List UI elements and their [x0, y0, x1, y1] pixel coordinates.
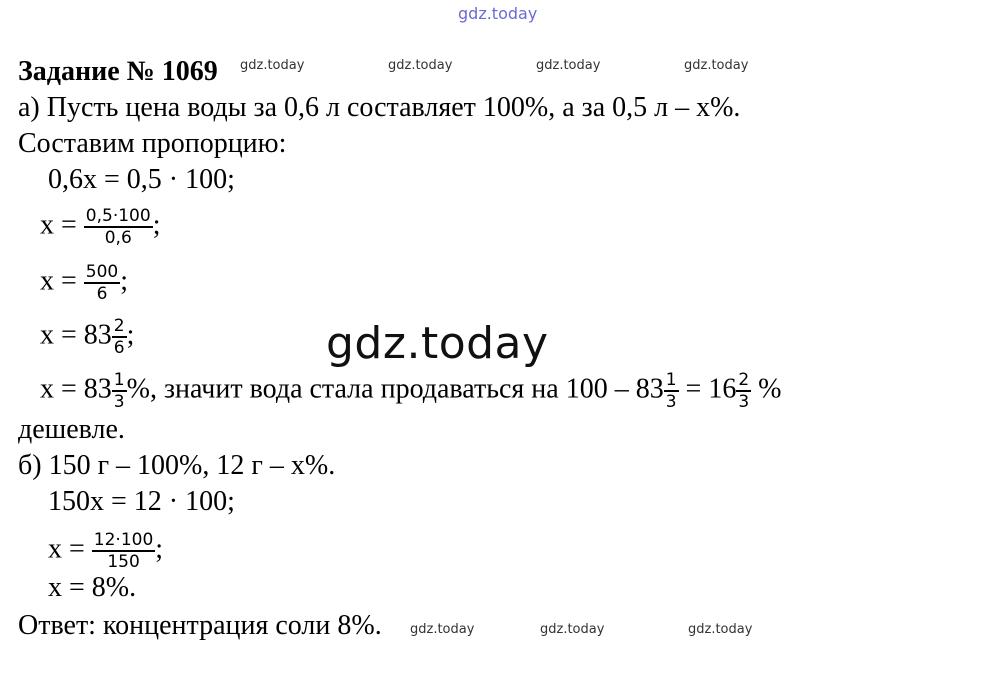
- task-title: Задание № 1069: [18, 56, 218, 87]
- fraction-denominator: 3: [738, 392, 750, 412]
- fraction-denominator: 6: [96, 284, 108, 304]
- watermark-title-1: gdz.today: [240, 58, 305, 73]
- eq5-equals: = 16: [678, 373, 737, 405]
- fraction-denominator: 6: [113, 338, 125, 358]
- watermark-bottom-2: gdz.today: [540, 622, 605, 637]
- fraction-denominator: 3: [665, 392, 677, 412]
- b-eq2-lhs: х =: [48, 533, 92, 565]
- fraction: [736, 370, 751, 412]
- fraction: [92, 530, 155, 572]
- fraction-numerator: 1: [113, 370, 125, 390]
- fraction-numerator: 500: [85, 262, 119, 282]
- part-a-proportion-label: Составим пропорцию:: [18, 128, 287, 159]
- eq2-lhs: х =: [40, 209, 84, 241]
- answer-text: Ответ: концентрация соли 8%.: [18, 610, 382, 641]
- fraction: [112, 316, 127, 358]
- eq4-end: ;: [126, 319, 135, 351]
- eq4-lhs: х = 83: [40, 319, 112, 351]
- fraction: [112, 370, 127, 412]
- part-b-equation-3: х = 8%.: [48, 572, 137, 603]
- part-a-intro: а) Пусть цена воды за 0,6 л составляет 100%, а за 0,5 л – х%.: [18, 92, 741, 123]
- fraction-numerator: 0,5·100: [85, 206, 151, 226]
- part-b-equation-1: 150х = 12 · 100;: [48, 486, 235, 517]
- watermark-title-3: gdz.today: [536, 58, 601, 73]
- fraction: [664, 370, 679, 412]
- eq5-end: %: [751, 373, 782, 405]
- part-a-cheaper: дешевле.: [18, 414, 125, 445]
- eq5-mid: %, значит вода стала продаваться на 100 – 83: [126, 373, 664, 405]
- watermark-bottom-3: gdz.today: [688, 622, 753, 637]
- fraction-denominator: 150: [107, 552, 140, 572]
- eq2-end: ;: [152, 209, 161, 241]
- eq5-lhs: х = 83: [40, 373, 112, 405]
- fraction: [84, 262, 120, 304]
- watermark-bottom-1: gdz.today: [410, 622, 475, 637]
- part-a-equation-3: [40, 262, 128, 304]
- fraction-denominator: 0,6: [104, 228, 132, 248]
- b-eq2-end: ;: [155, 533, 164, 565]
- watermark-center: gdz.today: [326, 318, 549, 369]
- part-b-equation-2: [48, 530, 163, 572]
- watermark-title-4: gdz.today: [684, 58, 749, 73]
- part-a-equation-5: [40, 370, 782, 412]
- watermark-top: gdz.today: [458, 4, 538, 23]
- fraction: [84, 206, 153, 248]
- part-a-equation-2: [40, 206, 160, 248]
- part-a-equation-1: 0,6х = 0,5 · 100;: [48, 164, 235, 195]
- fraction-numerator: 2: [113, 316, 125, 336]
- eq3-lhs: х =: [40, 265, 84, 297]
- part-a-equation-4: [40, 316, 134, 358]
- fraction-numerator: 12·100: [93, 530, 154, 550]
- eq3-end: ;: [120, 265, 129, 297]
- watermark-title-2: gdz.today: [388, 58, 453, 73]
- fraction-numerator: 2: [738, 370, 750, 390]
- fraction-denominator: 3: [113, 392, 125, 412]
- part-b-intro: б) 150 г – 100%, 12 г – х%.: [18, 450, 336, 481]
- fraction-numerator: 1: [665, 370, 677, 390]
